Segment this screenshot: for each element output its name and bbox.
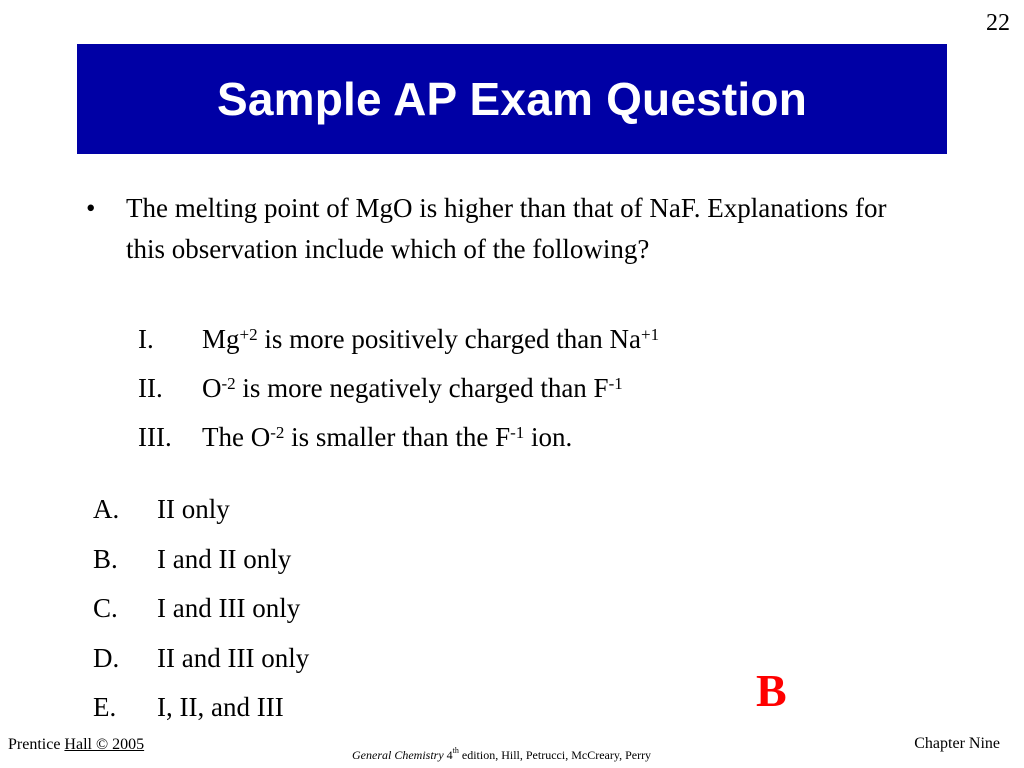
choice-letter: D. [93,642,120,673]
statement-text: $Mg^{+2}$ is more positively charged than $Na^{+1}$ [202,324,660,354]
footer-chapter: Chapter Nine [914,735,1000,752]
bullet-icon: • [86,193,96,223]
statement-number: I. [138,324,154,354]
answer-label: B [756,665,787,716]
choice-text: I and III only [157,593,301,623]
statement-number: II. [138,373,163,403]
footer-publisher: Prentice Hall © 2005 [8,736,145,753]
choice-text: II only [157,494,230,524]
choice-text: I and II only [157,543,292,574]
question-block [86,188,896,270]
question-text: The melting point of MgO is higher than that of NaF. Explanations for this observation include which of the following? [126,193,887,264]
slide-title: Sample AP Exam Question [216,73,808,125]
statement-text: $O^{-2}$ is more negatively charged than $F^{-1}$ [202,373,623,403]
footer-book-credit: General Chemistry 4th edition, Hill, Petrucci, McCreary, Perry [352,746,652,762]
choice-text: II and III only [157,642,310,673]
choice-text: I, II, and III [157,692,284,722]
slide-number: 22 [986,10,1010,36]
choice-letter: C. [93,593,118,623]
choice-letter: E. [93,692,117,722]
choice-letter: B. [93,543,118,574]
statement-text: The $O^{-2}$ is smaller than the $F^{-1}$ ion. [202,422,573,452]
statement-number: III. [138,422,172,452]
choice-letter: A. [93,494,120,524]
title-band [77,44,947,154]
